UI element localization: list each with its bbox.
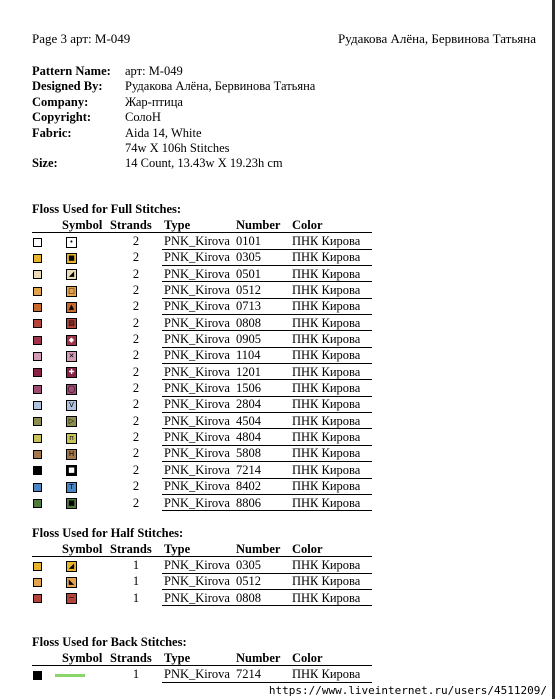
number-cell: 7214 xyxy=(236,462,292,478)
stitch-symbol-icon: ▲ xyxy=(66,302,77,313)
color-swatch xyxy=(33,594,42,603)
company-label: Company: xyxy=(32,94,89,109)
color-swatch xyxy=(33,562,42,571)
color-column-header: Color xyxy=(292,650,372,666)
symbol-column-header: Symbol xyxy=(50,541,110,557)
color-swatch xyxy=(33,417,42,426)
strands-cell: 2 xyxy=(132,364,140,379)
number-cell: 0501 xyxy=(236,266,292,282)
number-cell: 7214 xyxy=(236,666,292,682)
strands-cell: 2 xyxy=(132,332,140,347)
floss-row xyxy=(32,429,372,445)
strands-cell: 2 xyxy=(132,348,140,363)
type-cell: PNK_Kirova xyxy=(162,396,236,412)
type-cell: PNK_Kirova xyxy=(162,557,236,573)
type-cell: PNK_Kirova xyxy=(162,347,236,363)
color-swatch xyxy=(33,352,42,361)
number-cell: 0512 xyxy=(236,282,292,298)
floss-row xyxy=(32,396,372,412)
type-column-header: Type xyxy=(162,541,236,557)
swatch-cell xyxy=(32,233,50,249)
color-name-cell: ПНК Кирова xyxy=(292,266,372,282)
color-swatch xyxy=(33,238,42,247)
strands-column-header: Strands xyxy=(110,217,162,233)
size-label: Size: xyxy=(32,156,58,171)
symbol-cell xyxy=(50,557,110,573)
number-cell: 0905 xyxy=(236,331,292,347)
swatch-cell xyxy=(32,429,50,445)
page-label: Page 3 арт: М-049 xyxy=(32,31,131,46)
floss-row xyxy=(32,413,372,429)
floss-row xyxy=(32,666,372,682)
half-stitches-rows xyxy=(32,557,372,606)
floss-row xyxy=(32,331,372,347)
number-cell: 1201 xyxy=(236,364,292,380)
stitches-value: 74w X 106h Stitches xyxy=(125,140,230,155)
color-name-cell: ПНК Кирова xyxy=(292,462,372,478)
designed-by-value: Рудакова Алёна, Бервинова Татьяна xyxy=(125,79,316,94)
number-cell: 8402 xyxy=(236,478,292,494)
color-swatch xyxy=(33,434,42,443)
type-cell: PNK_Kirova xyxy=(162,364,236,380)
symbol-cell xyxy=(50,380,110,396)
symbol-cell xyxy=(50,666,110,682)
stitch-symbol-icon: ✕ xyxy=(66,351,77,362)
symbol-cell xyxy=(50,347,110,363)
swatch-cell xyxy=(32,478,50,494)
swatch-cell xyxy=(32,380,50,396)
strands-cell: 2 xyxy=(132,413,140,428)
fabric-label: Fabric: xyxy=(32,125,72,140)
type-cell: PNK_Kirova xyxy=(162,462,236,478)
floss-row xyxy=(32,557,372,573)
type-cell: PNK_Kirova xyxy=(162,494,236,510)
color-swatch xyxy=(33,450,42,459)
back-header-row xyxy=(32,650,372,666)
swatch-column-header xyxy=(32,541,50,557)
pattern-name-label: Pattern Name: xyxy=(32,64,111,78)
strands-cell: 1 xyxy=(132,590,140,605)
number-cell: 1104 xyxy=(236,347,292,363)
strands-cell: 2 xyxy=(132,283,140,298)
strands-column-header: Strands xyxy=(110,541,162,557)
color-name-cell: ПНК Кирова xyxy=(292,347,372,363)
color-name-cell: ПНК Кирова xyxy=(292,364,372,380)
swatch-cell xyxy=(32,462,50,478)
color-swatch xyxy=(33,254,42,263)
type-cell: PNK_Kirova xyxy=(162,573,236,589)
symbol-cell xyxy=(50,266,110,282)
swatch-cell xyxy=(32,494,50,510)
strands-cell: 2 xyxy=(132,250,140,265)
strands-cell: 1 xyxy=(132,574,140,589)
type-cell: PNK_Kirova xyxy=(162,590,236,606)
floss-row xyxy=(32,298,372,314)
color-name-cell: ПНК Кирова xyxy=(292,396,372,412)
number-column-header: Number xyxy=(236,217,292,233)
half-stitches-title: Floss Used for Half Stitches: xyxy=(32,526,184,540)
color-swatch xyxy=(33,319,42,328)
type-cell: PNK_Kirova xyxy=(162,445,236,461)
swatch-cell xyxy=(32,298,50,314)
color-name-cell: ПНК Кирова xyxy=(292,478,372,494)
color-swatch xyxy=(33,287,42,296)
type-cell: PNK_Kirova xyxy=(162,666,236,682)
symbol-cell xyxy=(50,315,110,331)
swatch-column-header xyxy=(32,217,50,233)
type-cell: PNK_Kirova xyxy=(162,282,236,298)
floss-row xyxy=(32,266,372,282)
number-cell: 5808 xyxy=(236,445,292,461)
strands-cell: 1 xyxy=(132,667,140,682)
number-cell: 4804 xyxy=(236,429,292,445)
stitch-symbol-icon: ■ xyxy=(66,253,77,264)
swatch-cell xyxy=(32,573,50,589)
stitch-symbol-icon: п xyxy=(66,433,77,444)
stitch-symbol-icon: ◢ xyxy=(66,269,77,280)
stitch-symbol-icon: ▷ xyxy=(66,416,77,427)
symbol-cell xyxy=(50,429,110,445)
symbol-column-header: Symbol xyxy=(50,650,110,666)
half-stitches-table xyxy=(32,541,372,606)
strands-cell: 1 xyxy=(132,558,140,573)
floss-row xyxy=(32,282,372,298)
type-cell: PNK_Kirova xyxy=(162,249,236,265)
backstitch-line-icon xyxy=(55,674,85,677)
type-cell: PNK_Kirova xyxy=(162,298,236,314)
color-name-cell: ПНК Кирова xyxy=(292,298,372,314)
stitch-symbol-icon: □ xyxy=(66,286,77,297)
type-cell: PNK_Kirova xyxy=(162,413,236,429)
strands-cell: 2 xyxy=(132,397,140,412)
fabric-value: Aida 14, White xyxy=(125,125,202,140)
floss-row xyxy=(32,249,372,265)
swatch-cell xyxy=(32,396,50,412)
company-value: Жар-птица xyxy=(125,94,183,109)
color-name-cell: ПНК Кирова xyxy=(292,380,372,396)
strands-cell: 2 xyxy=(132,430,140,445)
color-swatch xyxy=(33,303,42,312)
swatch-cell xyxy=(32,364,50,380)
swatch-cell xyxy=(32,249,50,265)
swatch-cell xyxy=(32,315,50,331)
number-cell: 0808 xyxy=(236,590,292,606)
swatch-column-header xyxy=(32,650,50,666)
full-stitches-table xyxy=(32,217,372,511)
floss-row xyxy=(32,445,372,461)
swatch-cell xyxy=(32,266,50,282)
type-cell: PNK_Kirova xyxy=(162,380,236,396)
symbol-cell xyxy=(50,282,110,298)
symbol-cell xyxy=(50,233,110,249)
strands-column-header: Strands xyxy=(110,650,162,666)
symbol-cell xyxy=(50,413,110,429)
swatch-cell xyxy=(32,666,50,682)
color-name-cell: ПНК Кирова xyxy=(292,666,372,682)
number-cell: 0305 xyxy=(236,557,292,573)
back-stitches-table xyxy=(32,650,372,683)
stitch-symbol-icon: ─ xyxy=(66,593,77,604)
symbol-cell xyxy=(50,364,110,380)
header-authors: Рудакова Алёна, Бервинова Татьяна xyxy=(338,31,536,46)
swatch-cell xyxy=(32,331,50,347)
floss-row xyxy=(32,590,372,606)
strands-cell: 2 xyxy=(132,462,140,477)
floss-row xyxy=(32,364,372,380)
strands-cell: 2 xyxy=(132,234,140,249)
half-header-row xyxy=(32,541,372,557)
number-cell: 1506 xyxy=(236,380,292,396)
symbol-cell xyxy=(50,462,110,478)
stitch-symbol-icon: V xyxy=(66,400,77,411)
type-cell: PNK_Kirova xyxy=(162,315,236,331)
number-cell: 0101 xyxy=(236,233,292,249)
number-cell: 0808 xyxy=(236,315,292,331)
stitch-symbol-icon: ◯ xyxy=(67,384,76,393)
stitch-symbol-icon: H xyxy=(66,449,77,460)
size-value: 14 Count, 13.43w X 19.23h cm xyxy=(125,156,283,171)
designed-by-label: Designed By: xyxy=(32,79,103,94)
symbol-cell xyxy=(50,478,110,494)
strands-cell: 2 xyxy=(132,446,140,461)
full-header-row xyxy=(32,217,372,233)
pattern-name-value: арт: М-049 xyxy=(125,64,183,78)
swatch-cell xyxy=(32,282,50,298)
swatch-cell xyxy=(32,590,50,606)
type-cell: PNK_Kirova xyxy=(162,478,236,494)
color-column-header: Color xyxy=(292,217,372,233)
stitch-symbol-icon: • xyxy=(66,237,77,248)
swatch-cell xyxy=(32,413,50,429)
floss-row xyxy=(32,462,372,478)
color-swatch xyxy=(33,401,42,410)
floss-row xyxy=(32,233,372,249)
full-stitches-title: Floss Used for Full Stitches: xyxy=(32,202,182,216)
number-cell: 0512 xyxy=(236,573,292,589)
color-name-cell: ПНК Кирова xyxy=(292,590,372,606)
type-column-header: Type xyxy=(162,650,236,666)
number-cell: 0305 xyxy=(236,249,292,265)
color-swatch xyxy=(33,368,42,377)
color-swatch xyxy=(33,385,42,394)
floss-row xyxy=(32,573,372,589)
stitch-symbol-icon: ◆ xyxy=(66,335,77,346)
symbol-column-header: Symbol xyxy=(50,217,110,233)
number-cell: 2804 xyxy=(236,396,292,412)
symbol-cell xyxy=(50,573,110,589)
color-name-cell: ПНК Кирова xyxy=(292,233,372,249)
floss-row xyxy=(32,380,372,396)
symbol-cell xyxy=(50,590,110,606)
type-column-header: Type xyxy=(162,217,236,233)
strands-cell: 2 xyxy=(132,479,140,494)
swatch-cell xyxy=(32,445,50,461)
floss-row xyxy=(32,494,372,510)
type-cell: PNK_Kirova xyxy=(162,233,236,249)
stitch-symbol-icon: ▨ xyxy=(66,318,77,329)
color-name-cell: ПНК Кирова xyxy=(292,331,372,347)
strands-cell: 2 xyxy=(132,381,140,396)
symbol-cell xyxy=(50,445,110,461)
back-stitches-rows xyxy=(32,666,372,682)
back-stitches-title: Floss Used for Back Stitches: xyxy=(32,635,187,649)
color-swatch xyxy=(33,671,42,680)
page-header xyxy=(32,31,536,47)
color-swatch xyxy=(33,466,42,475)
symbol-cell xyxy=(50,249,110,265)
strands-cell: 2 xyxy=(132,315,140,330)
stitch-symbol-icon: ◢ xyxy=(66,561,77,572)
full-stitches-rows xyxy=(32,233,372,511)
source-watermark: https://www.liveinternet.ru/users/4511209/ xyxy=(268,684,547,697)
color-swatch xyxy=(33,336,42,345)
color-name-cell: ПНК Кирова xyxy=(292,573,372,589)
stitch-symbol-icon: T xyxy=(66,482,77,493)
copyright-value: СолоН xyxy=(125,110,161,125)
stitch-symbol-icon: ◣ xyxy=(66,577,77,588)
color-swatch xyxy=(33,578,42,587)
floss-row xyxy=(32,315,372,331)
strands-cell: 2 xyxy=(132,299,140,314)
symbol-cell xyxy=(50,331,110,347)
type-cell: PNK_Kirova xyxy=(162,429,236,445)
floss-row xyxy=(32,478,372,494)
symbol-cell xyxy=(50,494,110,510)
type-cell: PNK_Kirova xyxy=(162,331,236,347)
swatch-cell xyxy=(32,347,50,363)
symbol-cell xyxy=(50,298,110,314)
stitch-symbol-icon: ✚ xyxy=(66,367,77,378)
type-cell: PNK_Kirova xyxy=(162,266,236,282)
number-column-header: Number xyxy=(236,541,292,557)
color-name-cell: ПНК Кирова xyxy=(292,445,372,461)
copyright-label: Copyright: xyxy=(32,110,92,125)
strands-cell: 2 xyxy=(132,266,140,281)
color-name-cell: ПНК Кирова xyxy=(292,249,372,265)
color-swatch xyxy=(33,499,42,508)
color-name-cell: ПНК Кирова xyxy=(292,282,372,298)
color-name-cell: ПНК Кирова xyxy=(292,494,372,510)
number-cell: 4504 xyxy=(236,413,292,429)
number-column-header: Number xyxy=(236,650,292,666)
stitch-symbol-icon: ■ xyxy=(66,498,77,509)
color-name-cell: ПНК Кирова xyxy=(292,429,372,445)
color-column-header: Color xyxy=(292,541,372,557)
floss-row xyxy=(32,347,372,363)
stitch-symbol-icon: ■ xyxy=(66,465,77,476)
color-name-cell: ПНК Кирова xyxy=(292,557,372,573)
color-swatch xyxy=(33,270,42,279)
strands-cell: 2 xyxy=(132,495,140,510)
color-name-cell: ПНК Кирова xyxy=(292,413,372,429)
number-cell: 8806 xyxy=(236,494,292,510)
symbol-cell xyxy=(50,396,110,412)
number-cell: 0713 xyxy=(236,298,292,314)
color-name-cell: ПНК Кирова xyxy=(292,315,372,331)
swatch-cell xyxy=(32,557,50,573)
color-swatch xyxy=(33,483,42,492)
